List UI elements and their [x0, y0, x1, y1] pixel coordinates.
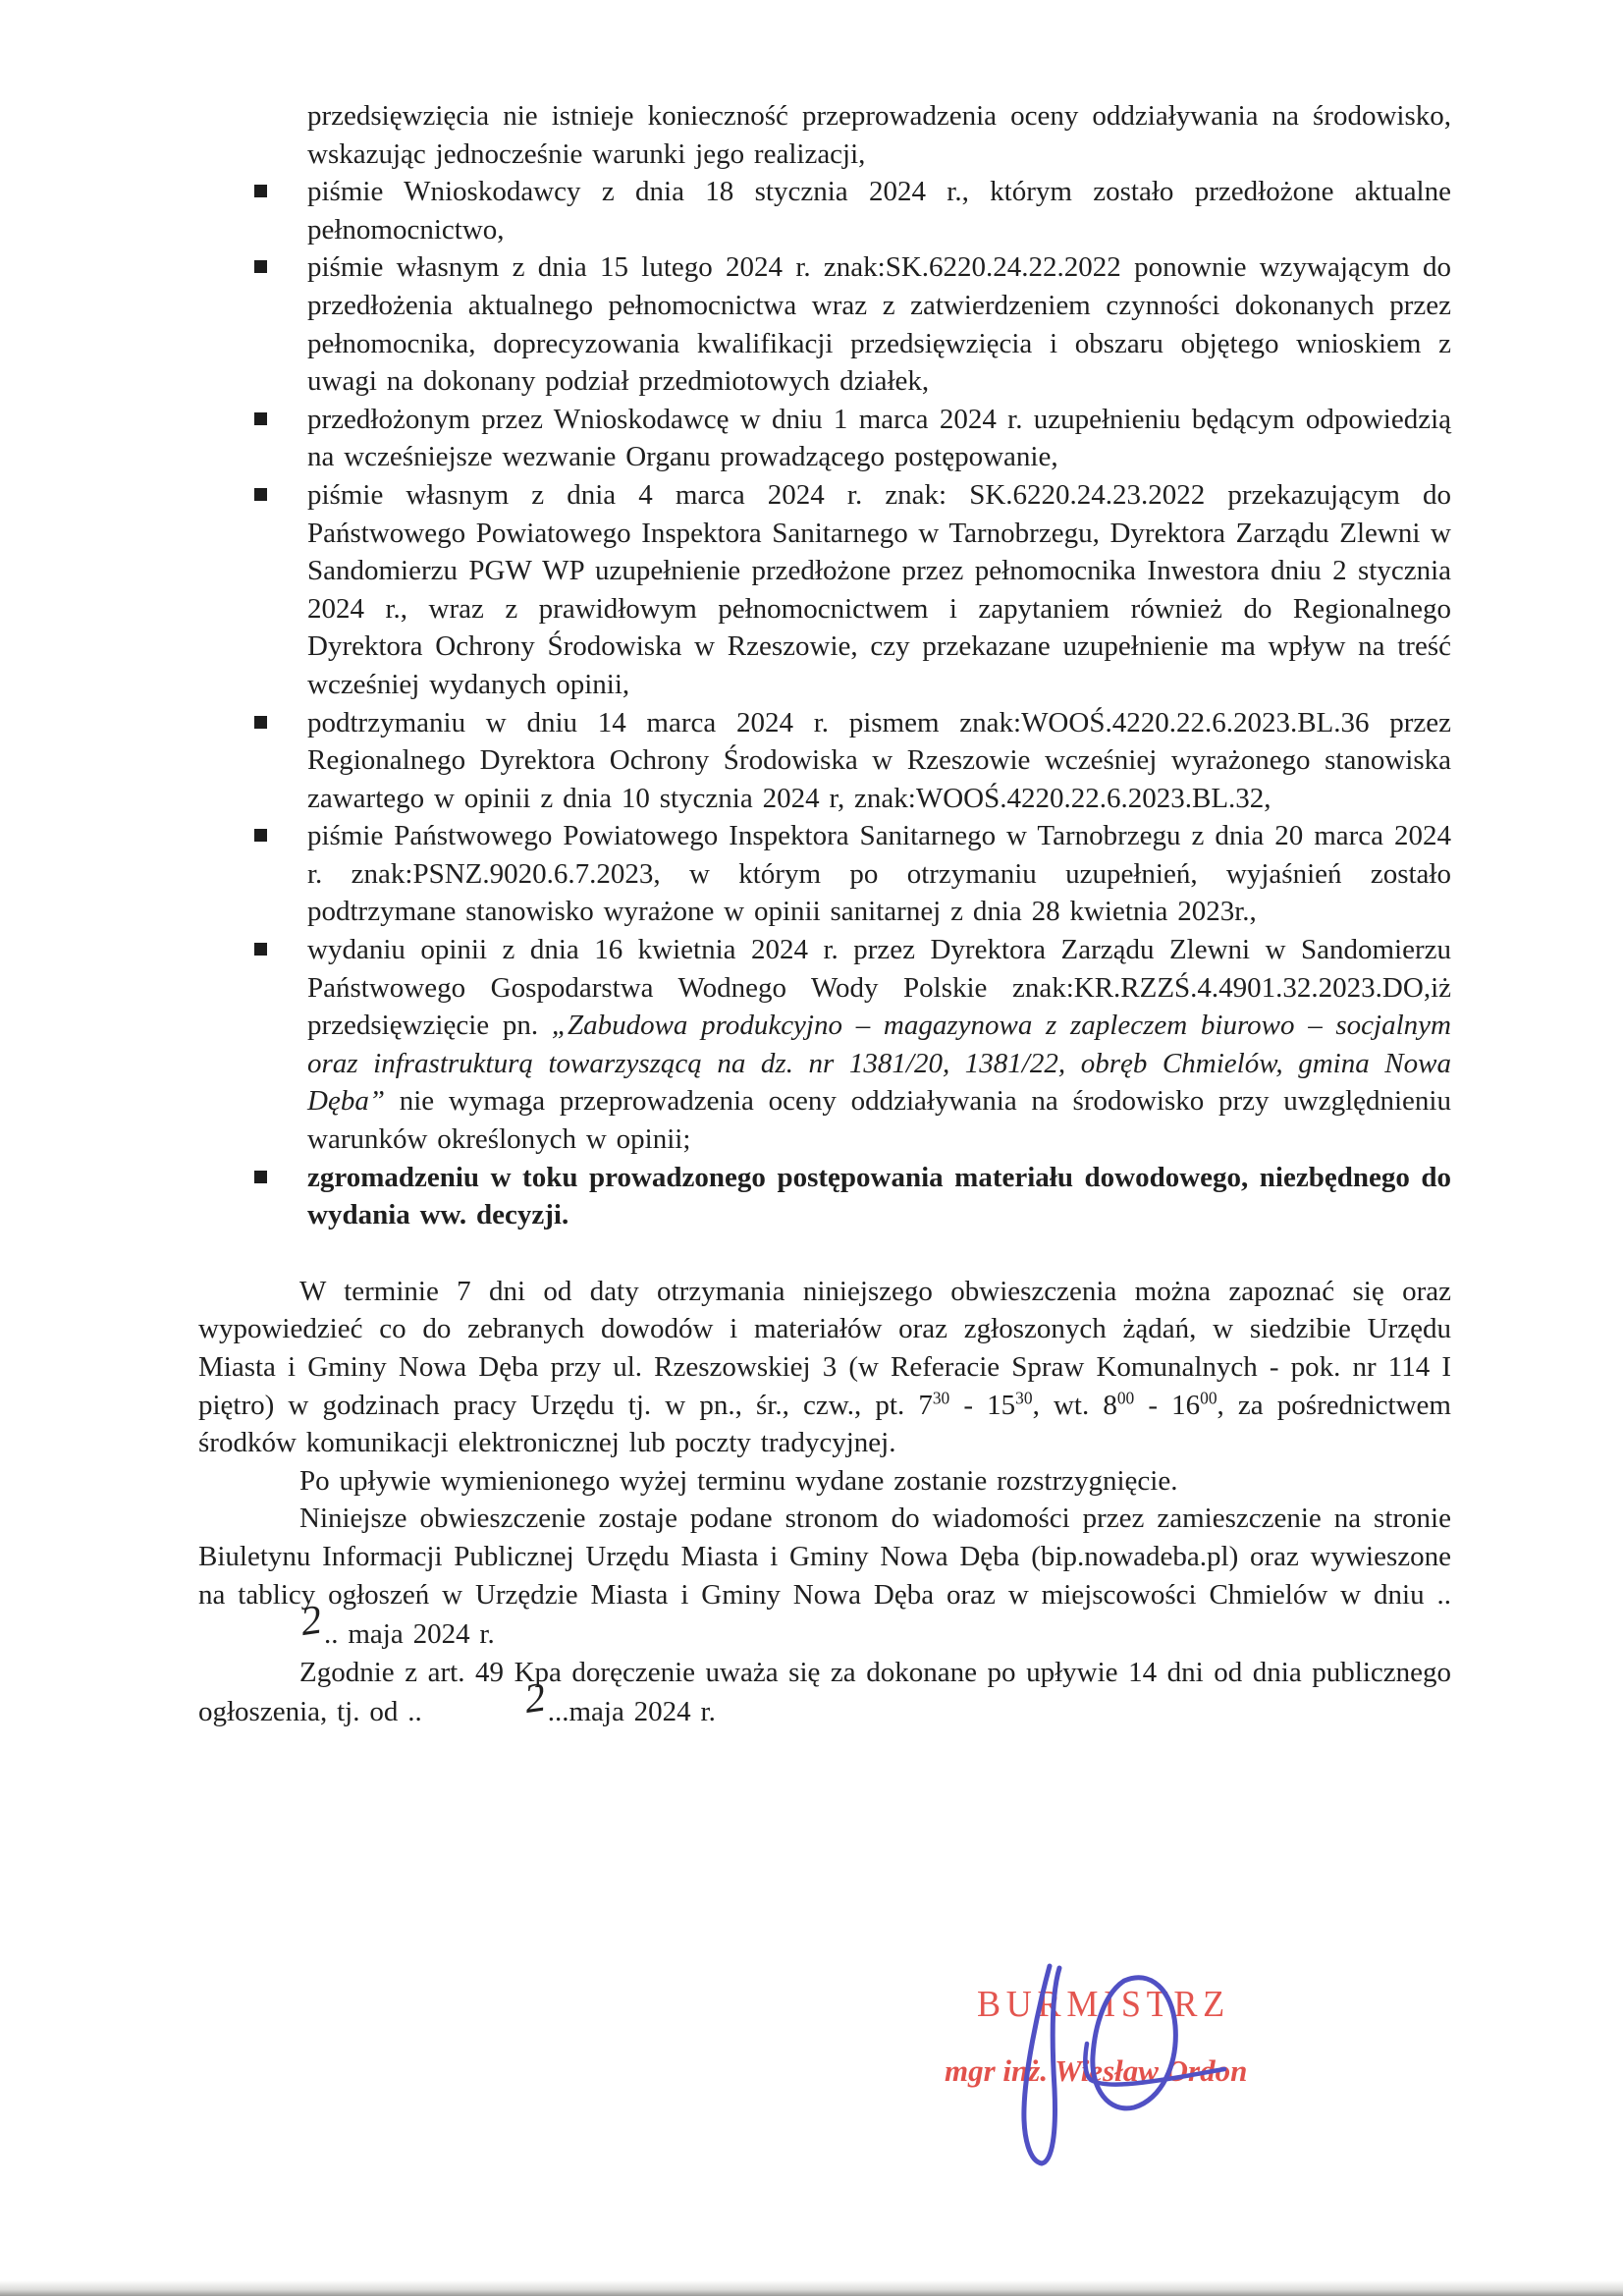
continuation-paragraph: przedsięwzięcia nie istnieje konieczność przeprowadzenia oceny oddziaływania na środowisko, wskazując jednocześnie warunki jego realizacji,: [307, 100, 1451, 170]
bullet-item: [198, 817, 1451, 931]
bullet-square-icon: [254, 943, 267, 956]
paragraph: Niniejsze obwieszczenie zostaje podane stronom do wiadomości przez zamieszczenie na stronie Biuletynu Informacji Publicznej Urzędu Miasta i Gminy Nowa Dęba (bip.nowadeba.pl) oraz wywieszone na tablicy ogłoszeń w Urzędzie Miasta i Gminy Nowa Dęba oraz w miejscowości Chmielów w dniu ..2.. maja 2024 r.: [198, 1500, 1451, 1653]
scan-edge-artifact: [0, 2280, 1623, 2296]
document-body: [198, 97, 1451, 1731]
bullet-item: [198, 401, 1451, 476]
bullet-item: [198, 248, 1451, 400]
bullet-list: [198, 173, 1451, 1234]
bullet-square-icon: [254, 260, 267, 273]
bullet-item: [198, 931, 1451, 1159]
bullet-text: podtrzymaniu w dniu 14 marca 2024 r. pismem znak:WOOŚ.4220.22.6.2023.BL.36 przez Regionalnego Dyrektora Ochrony Środowiska w Rzeszowie wcześniej wyrażonego stanowiska zawartego w opinii z dnia 10 stycznia 2024 r, znak:WOOŚ.4220.22.6.2023.BL.32,: [307, 706, 1451, 814]
mayor-name-stamp: mgr inż. Wiesław Ordon: [945, 2053, 1248, 2088]
paragraph: Zgodnie z art. 49 Kpa doręczenie uważa się za dokonane po upływie 14 dni od dnia publicznego ogłoszenia, tj. od .. 2...maja 2024 r.: [198, 1654, 1451, 1731]
bullet-item: [198, 173, 1451, 248]
bullet-text: przedłożonym przez Wnioskodawcę w dniu 1 marca 2024 r. uzupełnieniu będącym odpowiedzią na wcześniejsze wezwanie Organu prowadzącego postępowanie,: [307, 403, 1451, 473]
paragraph: Po upływie wymienionego wyżej terminu wydane zostanie rozstrzygnięcie.: [299, 1464, 1178, 1497]
bullet-square-icon: [254, 1171, 267, 1183]
bullet-text: zgromadzeniu w toku prowadzonego postępowania materiału dowodowego, niezbędnego do wydania ww. decyzji.: [307, 1161, 1451, 1231]
bullet-text: piśmie własnym z dnia 15 lutego 2024 r. znak:SK.6220.24.22.2022 ponownie wzywającym do przedłożenia aktualnego pełnomocnictwa wraz z zatwierdzeniem czynności dokonanych przez pełnomocnika, doprecyzowania kwalifikacji przedsięwzięcia i obszaru objętego wnioskiem z uwagi na dokonany podział przedmiotowych działek,: [307, 251, 1451, 398]
paragraph: W terminie 7 dni od daty otrzymania niniejszego obwieszczenia można zapoznać się oraz wypowiedzieć co do zebranych dowodów i materiałów oraz zgłoszonych żądań, w siedzibie Urzędu Miasta i Gminy Nowa Dęba przy ul. Rzeszowskiej 3 (w Referacie Spraw Komunalnych - pok. nr 114 I piętro) w godzinach pracy Urzędu tj. w pn., śr., czw., pt. $7^{30} - 15^{30}$, wt. $8^{00} - 16^{00}$, za pośrednictwem środków komunikacji elektronicznej lub poczty tradycyjnej.: [198, 1275, 1451, 1459]
bullet-item: [198, 476, 1451, 704]
signature-block: [923, 1940, 1296, 2273]
bullet-item: [198, 704, 1451, 818]
bullet-square-icon: [254, 185, 267, 197]
bullet-item: [198, 1159, 1451, 1234]
bullet-square-icon: [254, 488, 267, 501]
bullet-text: piśmie Państwowego Powiatowego Inspektora Sanitarnego w Tarnobrzegu z dnia 20 marca 2024 r. znak:PSNZ.9020.6.7.2023, w którym po otrzymaniu uzupełnień, wyjaśnień zostało podtrzymane stanowisko wyrażone w opinii sanitarnej z dnia 28 kwietnia 2023r.,: [307, 820, 1451, 928]
pen-signature-icon: [923, 1940, 1296, 2273]
bullet-square-icon: [254, 412, 267, 425]
bullet-text: piśmie własnym z dnia 4 marca 2024 r. znak: SK.6220.24.23.2022 przekazującym do Państwowego Powiatowego Inspektora Sanitarnego w Tarnobrzegu, Dyrektora Zarządu Zlewni w Sandomierzu PGW WP uzupełnienie przedłożone przez pełnomocnika Inwestora dniu 2 stycznia 2024 r., wraz z prawidłowym pełnomocnictwem i zapytaniem również do Regionalnego Dyrektora Ochrony Środowiska w Rzeszowie, czy przekazane uzupełnienie ma wpływ na treść wcześniej wydanych opinii,: [307, 478, 1451, 700]
bullet-square-icon: [254, 716, 267, 729]
bullet-text: wydaniu opinii z dnia 16 kwietnia 2024 r. przez Dyrektora Zarządu Zlewni w Sandomierzu Państwowego Gospodarstwa Wodnego Wody Polskie znak:KR.RZZŚ.4.4901.32.2023.DO,iż przedsięwzięcie pn. „Zabudowa produkcyjno – magazynowa z zapleczem biurowo – socjalnym oraz infrastrukturą towarzyszącą na dz. nr 1381/20, 1381/22, obręb Chmielów, gmina Nowa Dęba” nie wymaga przeprowadzenia oceny oddziaływania na środowisko przy uwzględnieniu warunków określonych w opinii;: [307, 934, 1451, 1156]
closing-paragraphs: [198, 1273, 1451, 1731]
bullet-square-icon: [254, 829, 267, 842]
bullet-text: piśmie Wnioskodawcy z dnia 18 stycznia 2024 r., którym zostało przedłożone aktualne pełnomocnictwo,: [307, 176, 1451, 246]
mayor-title-stamp: BURMISTRZ: [977, 1984, 1230, 2025]
handwritten-day-number: 2: [521, 1674, 549, 1723]
handwritten-day-number: 2: [298, 1597, 325, 1646]
